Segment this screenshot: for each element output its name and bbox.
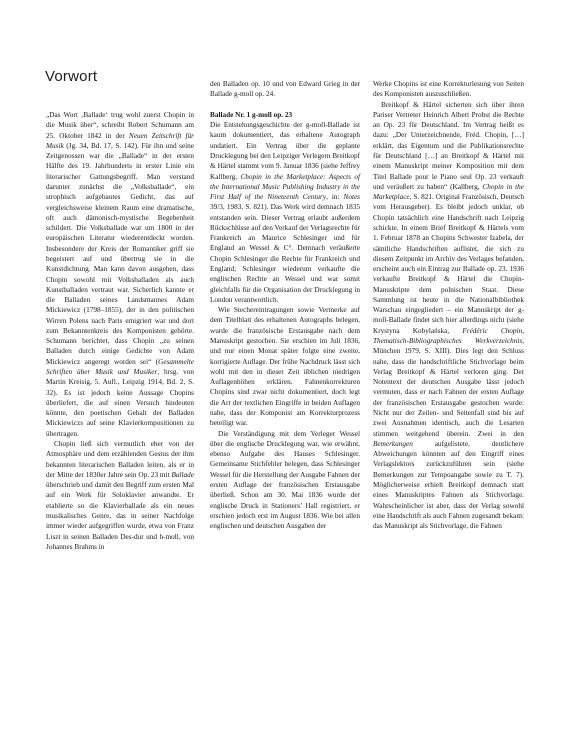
page-title: Vorwort	[45, 68, 98, 85]
italic-title: Chopin in the Marketplace	[373, 182, 524, 202]
text-run: aufgelistete, deutlichere Abweichungen könnten auf den Eingriff eines Verlagslektors zurückzuführen sein (siehe Bemerkungen zur Tempoangabe sowie zu T. 7). Möglicherweise erhielt Breitkopf demnach statt eines Manuskriptes Fahnen als Stichvorlage. Wahrscheinlicher ist aber, dass der Verlag sowohl eine Handschrift als auch Fahnen zugesandt bekam: das Manuskript als Stichvorlage, die Fahnen	[373, 439, 524, 531]
text-run: „Das Wort ‚Ballade‘ trug wohl zuerst Chopin in die Musik über“, schreibt Robert Schumann am 25. Oktober 1842 in der	[46, 111, 194, 140]
text-run: überschrieb und damit den Begriff zum ersten Mal auf ein Werk für Soloklavier anwandte. Er etablierte so die Klavierballade als ein neues musikalisches Genre, das in seiner Nachfolge immer wieder aufgegriffen wurde, etwa von Franz Liszt in seinen Balladen Des-dur und h-moll, von Johannes Brahms in	[46, 481, 194, 551]
text-run: Chopin ließ sich vermutlich eher von der Atmosphäre und dem erzählenden Gestus der ihm bekannten literarischen Balladen leiten, als er in der Mitte der 1830er Jahre sein Op. 23 mit	[46, 440, 194, 479]
paragraph	[210, 120, 360, 305]
italic-title: Gesammelte Schriften über Musik und Musiker	[46, 357, 194, 377]
text-column-2	[210, 79, 360, 531]
text-run: , in:	[326, 193, 344, 202]
text-run: 39/3, 1983, S. 821). Das Werk wird demnach 1835 entstanden sein. Dieser Vertrag erlaubt außerdem Rückschlüsse auf den Verkauf der Verlagsrechte für Frankreich an Maurice Schlesinger und für England an Wessel & C°. Demnach veräußerte Chopin Schlesinger die Rechte für Frankreich und England; Schlesinger wiederum verkaufte die englischen Rechte an Wessel und war somit gleichfalls für die Organisation der Drucklegung in London verantwortlich.	[210, 203, 360, 304]
italic-title: Frédéric Chopin, Thematisch-Bibliographisches Werkverzeichnis	[373, 326, 525, 346]
text-run: Die Entstehungsgeschichte der g-moll-Ballade ist kaum dokumentiert, das erhaltene Autograph undatiert. Ein Vertrag über die geplante Drucklegung bei den Leipziger Verlegern Breitkopf & Härtel stammt vom 9. Januar 1836 (siehe Jeffrey Kallberg,	[210, 121, 360, 181]
text-column-3	[373, 79, 524, 531]
text-run: , S. 821. Original Französisch, Deutsch vom Herausgeber). Es bleibt jedoch unklar, ob Chopin tatsächlich eine Handschrift nach Leipzig schickte. In einem Brief Breitkopf & Härtels vom 1. Februar 1878 an Chopins Schwester Izabela, der sämtliche Handschriften auflistet, die sich zu diesem Zeitpunkt im Archiv des Verlages befanden, erscheint auch ein Eintrag zur Ballade op. 23. 1936 verkaufte Breitkopf & Härtel die Chopin-Manuskripte dem polnischen Staat. Diese Sammlung ist heute in die Nationalbibliothek Warschau eingegliedert – ein Manuskript der g-moll-Ballade findet sich hier allerdings nicht (siehe Krystyna Kobylańska,	[373, 193, 524, 335]
italic-title: Bemerkungen	[373, 439, 413, 448]
text-run: , hrsg. von Martin Kreisig, 5. Aufl., Leipzig 1914, Bd. 2, S. 32). Es ist jedoch keine Aussage Chopins überliefert, die auf einen Versuch hindeuten könnte, den poetischen Gehalt der Balladen Mickiewiczs auf seine Klavierkompositionen zu übertragen.	[46, 368, 194, 438]
text-run: Die Verständigung mit dem Verleger Wessel über die englische Drucklegung war, wie erwähnt, ebenso Aufgabe des Hauses Schlesinger. Gemeinsame Stichfehler belegen, dass Schlesinger Wessel für die Herstellung der Ausgabe Fahnen der ersten Auflage der französischen Erstausgabe überließ. Schon am 30. Mai 1836 wurde der englische Druck in Stationers’ Hall registriert, er erschien jedoch erst im August 1836. Wie bei allen englischen und deutschen Ausgaben der	[210, 429, 360, 531]
italic-title: Chopin in the Marketplace: Aspects of the International Music Publishing Industry in the First Half of the Nineteenth Century	[210, 172, 360, 202]
paragraph	[373, 79, 524, 100]
text-run: Breitkopf & Härtel sicherten sich über ihren Pariser Vertreter Heinrich Albert Probst die Rechte an Op. 23 für Deutschland. Im Vertrag heißt es dazu: „Der Unterzeichnende, Fréd. Chopin, […] erklärt, das Eigentum und die Publikationsrechte für Deutschland […] an Breitkopf & Härtel mit einem Manuskript meiner Komposition mit dem Titel Ballade pour le Piano seul Op. 23 verkauft und veräußert zu haben“ (Kallberg,	[373, 100, 524, 191]
text-run: Werke Chopins ist eine Korrekturlesung von Seiten des Komponisten auszuschließen.	[373, 80, 524, 99]
italic-title: Ballade	[171, 470, 194, 479]
italic-title: Notes	[343, 193, 360, 202]
paragraph	[210, 305, 360, 428]
paragraph	[46, 439, 194, 552]
paragraph	[373, 100, 524, 532]
column-2-intro: den Balladen op. 10 und von Edward Grieg in der Ballade g-moll op. 24.	[210, 80, 360, 99]
section-body	[210, 120, 360, 531]
text-run: Wie Stechereintragungen sowie Vermerke auf dem Titelblatt des erhaltenen Autographs belegen, wurde die französische Erstausgabe nach dem Manuskript gestochen. Sie erschien im Juli 1836, und nur einen Monat später folgte eine zweite, korrigierte Auflage. Der frühe Nachdruck lässt sich wohl mit den in dieser Zeit üblichen niedrigen Auflagenhöhen erklären. Fahnenkorrekturen Chopins sind zwar nicht dokumentiert, doch legt die Art der textlichen Eingriffe in beiden Auflagen nahe, dass der Komponist am Korrekturprozess beteiligt war.	[210, 306, 360, 428]
paragraph	[46, 110, 194, 439]
text-column-1	[46, 110, 194, 552]
text-run: , München 1979, S. XIII). Dies legt den Schluss nahe, dass die handschriftliche Stichvorlage beim Verlag Breitkopf & Härtel verloren ging. Der Notentext der deutschen Ausgabe lässt jedoch vermuten, dass er nach Fahnen der ersten Auflage der französischen Erstausgabe gestochen wurde: Nicht nur der Zeilen- und Seitenfall sind bis auf zwei Ausnahmen identisch, auch die Lesarten stimmen weitgehend überein. Zwei in den	[373, 337, 524, 438]
italic-title: Neuen Zeitschrift für Musik	[46, 131, 194, 150]
text-run: (Jg. 34, Bd. 17, S. 142). Für ihn und seine Zeitgenossen war die „Ballade“ in der ersten Hälfte des 19. Jahrhunderts in erster Linie ein literarischer Gattungsbegriff. Man verstand darunter zunächst die „Volksballade“, ein strophisch aufgebautes Gedicht, das auf vergleichsweise kleinem Raum eine dramatische, oft auch dämonisch-mystische Begebenheit schildert. Die Volksballade war um 1800 in der europäischen Literatur wiederentdeckt worden. Insbesondere der Kreis der Romantiker griff sie begeistert auf und übertrug sie in die Kunstdichtung. Man kann davon ausgehen, dass Chopin sowohl mit Volksballaden als auch Kunstballaden vertraut war. Sicherlich kannte er die Balladen seines Landsmannes Adam Mickiewicz (1798–1855), der in den politischen Wirren Polens nach Paris emigriert war und dort zum Bekanntenkreis des Komponisten gehörte. Schumann berichtet, dass Chopin „zu seinen Balladen durch einige Gedichte von Adam Mickiewicz angeregt worden sei“ (	[46, 141, 194, 366]
paragraph	[210, 429, 360, 532]
section-heading: Ballade Nr. 1 g-moll op. 23	[210, 110, 293, 119]
